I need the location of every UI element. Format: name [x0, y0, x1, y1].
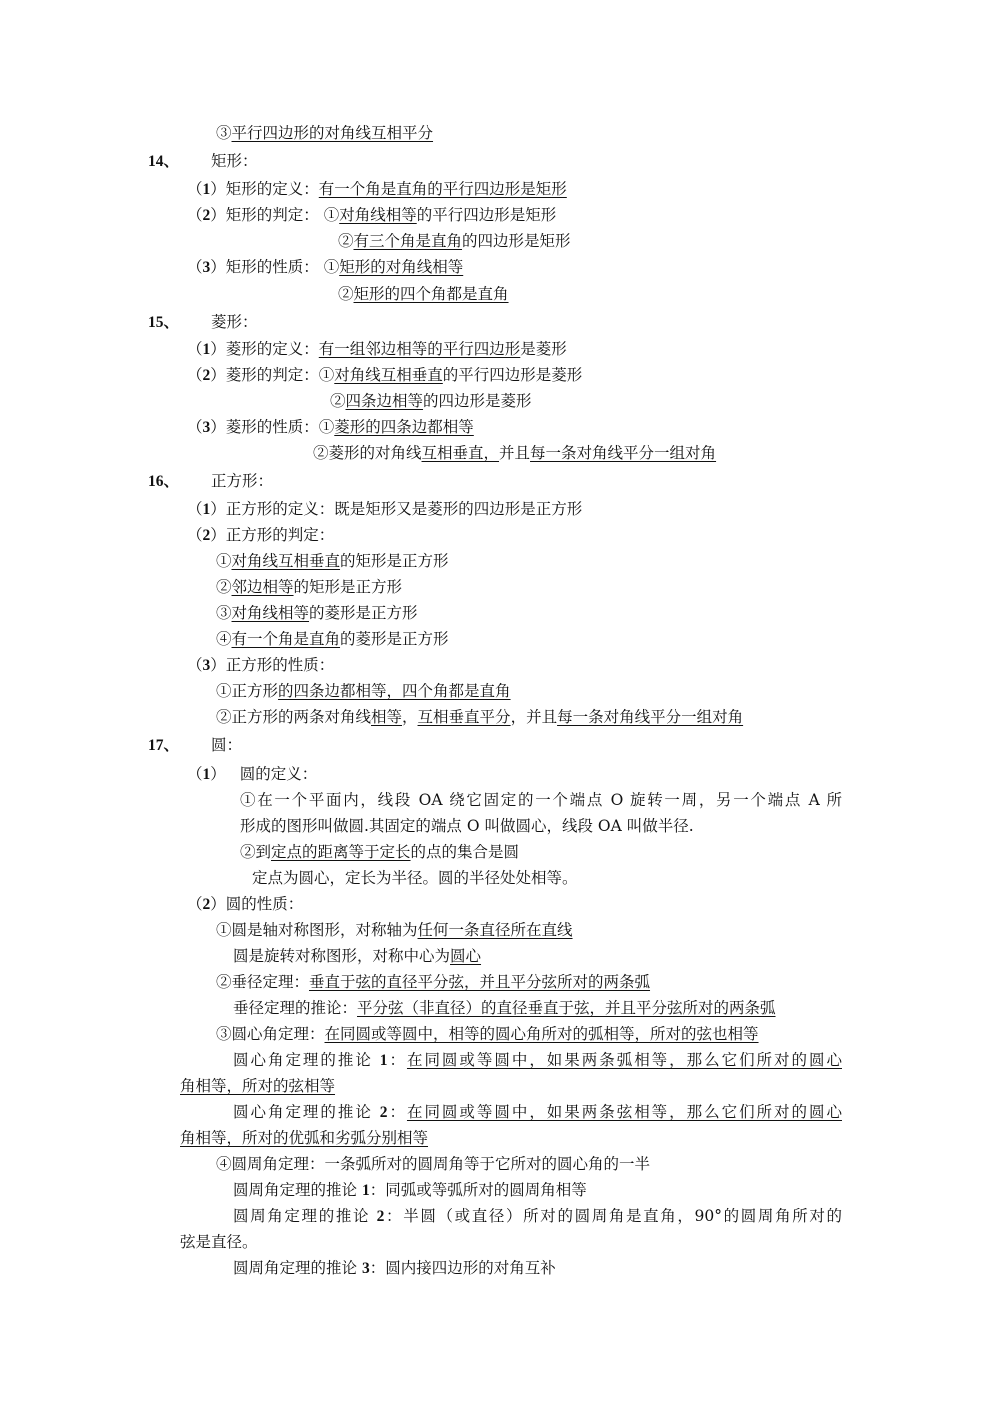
text-line: 定点为圆心，定长为半径。圆的半径处处相等。 — [252, 869, 578, 887]
text-line: （2）矩形的判定： ①对角线相等的平行四边形是矩形 — [187, 206, 557, 224]
text-line: ①在一个平面内，线段 OA 绕它固定的一个端点 O 旋转一周，另一个端点 A 所 — [240, 791, 842, 809]
section-heading-15: 15、 菱形： — [148, 313, 258, 331]
text-line: ④有一个角是直角的菱形是正方形 — [216, 630, 449, 648]
text-line: （1）正方形的定义：既是矩形又是菱形的四边形是正方形 — [187, 500, 583, 518]
text-line: 圆心角定理的推论 2：在同圆或等圆中，如果两条弦相等，那么它们所对的圆心 — [233, 1103, 842, 1121]
text-line: ③对角线相等的菱形是正方形 — [216, 604, 418, 622]
text-line: 垂径定理的推论：平分弦（非直径）的直径垂直于弦，并且平分弦所对的两条弧 — [233, 999, 776, 1017]
text-line: 圆周角定理的推论 2：半圆（或直径）所对的圆周角是直角，90°的圆周角所对的 — [233, 1207, 842, 1225]
text-line: ②正方形的两条对角线相等，互相垂直平分，并且每一条对角线平分一组对角 — [216, 708, 744, 726]
text-line: 圆周角定理的推论 3：圆内接四边形的对角互补 — [233, 1259, 556, 1277]
text-line: ①圆是轴对称图形，对称轴为任何一条直径所在直线 — [216, 921, 573, 939]
text-line: （2）菱形的判定：①对角线互相垂直的平行四边形是菱形 — [187, 366, 583, 384]
text-line: （2）圆的性质： — [187, 895, 304, 913]
section-heading-16: 16、 正方形： — [148, 472, 274, 490]
text-line: （1）矩形的定义：有一个角是直角的平行四边形是矩形 — [187, 180, 567, 198]
text-line: （3）正方形的性质： — [187, 656, 335, 674]
text-line: ②垂径定理：垂直于弦的直径平分弦，并且平分弦所对的两条弧 — [216, 973, 651, 991]
text-line: ②邻边相等的矩形是正方形 — [216, 578, 403, 596]
text-line: ②菱形的对角线互相垂直，并且每一条对角线平分一组对角 — [313, 444, 717, 462]
text-line: 角相等，所对的弦相等 — [180, 1077, 336, 1095]
text-line: （1） 圆的定义： — [187, 765, 318, 783]
section-heading-14: 14、 矩形： — [148, 152, 258, 170]
text-line: ④圆周角定理：一条弧所对的圆周角等于它所对的圆心角的一半 — [216, 1155, 651, 1173]
text-line: （3）菱形的性质：①菱形的四条边都相等 — [187, 418, 474, 436]
text-line: ②有三个角是直角的四边形是矩形 — [338, 232, 571, 250]
text-line: ①对角线互相垂直的矩形是正方形 — [216, 552, 449, 570]
text-line: （1）菱形的定义：有一组邻边相等的平行四边形是菱形 — [187, 340, 567, 358]
text-line: ③圆心角定理：在同圆或等圆中，相等的圆心角所对的弧相等，所对的弦也相等 — [216, 1025, 759, 1043]
section-heading-17: 17、 圆： — [148, 736, 243, 754]
text-line: ②四条边相等的四边形是菱形 — [330, 392, 532, 410]
text-line: （2）正方形的判定： — [187, 526, 335, 544]
text-line: 圆心角定理的推论 1：在同圆或等圆中，如果两条弧相等，那么它们所对的圆心 — [233, 1051, 842, 1069]
text-line: ②矩形的四个角都是直角 — [338, 285, 509, 303]
text-line: ③平行四边形的对角线互相平分 — [216, 124, 434, 142]
text-line: ①正方形的四条边都相等，四个角都是直角 — [216, 682, 511, 700]
text-line: 圆周角定理的推论 1：同弧或等弧所对的圆周角相等 — [233, 1181, 587, 1199]
text-line: 圆是旋转对称图形，对称中心为圆心 — [233, 947, 482, 965]
text-line: （3）矩形的性质： ①矩形的对角线相等 — [187, 258, 464, 276]
text-line: ②到定点的距离等于定长的点的集合是圆 — [240, 843, 520, 861]
text-line: 角相等，所对的优弧和劣弧分别相等 — [180, 1129, 429, 1147]
text-line: 形成的图形叫做圆.其固定的端点 O 叫做圆心，线段 OA 叫做半径. — [240, 817, 694, 835]
text-line: 弦是直径。 — [180, 1233, 258, 1251]
